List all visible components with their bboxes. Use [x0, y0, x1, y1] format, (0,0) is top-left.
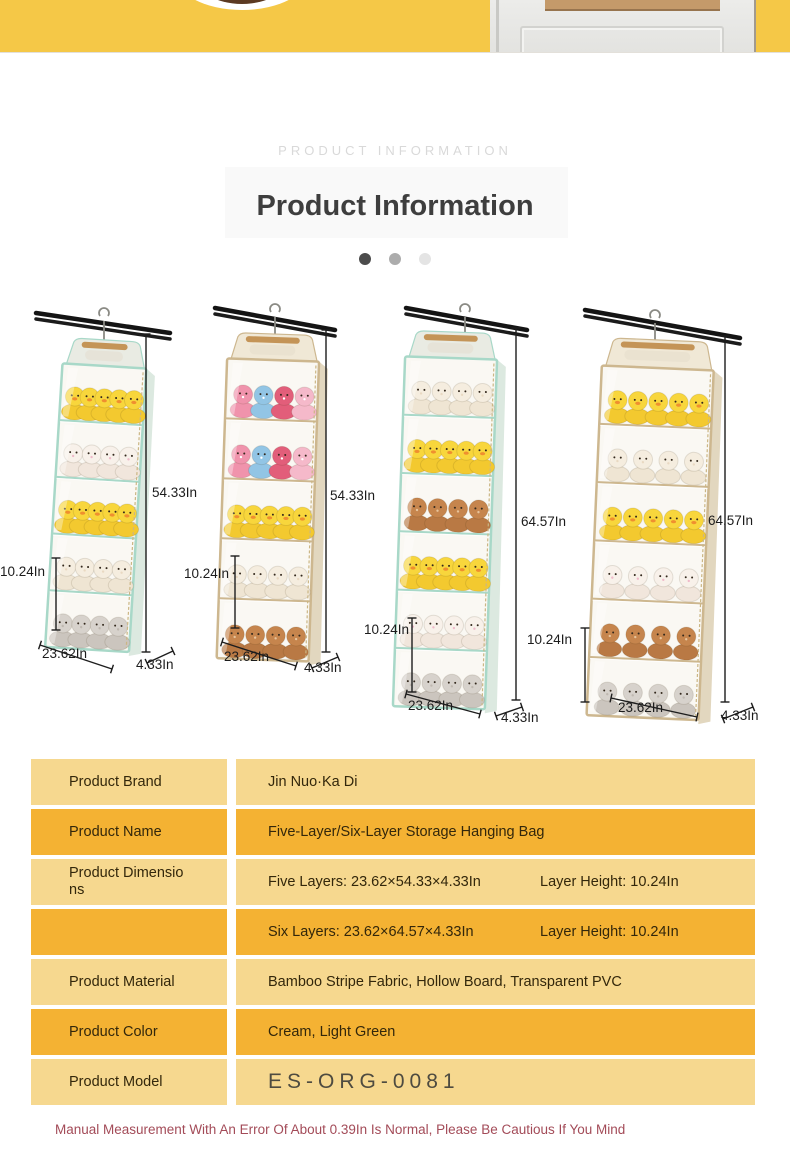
dimension-label-layer: 10.24In	[0, 564, 46, 579]
spec-label-name: Product Name	[31, 809, 227, 855]
spec-value-model: ES-ORG-0081	[236, 1059, 755, 1105]
dimension-label-layer: 10.24In	[364, 622, 410, 637]
page-title: Product Information	[256, 190, 534, 222]
dimension-label-depth: 4.33In	[304, 660, 342, 675]
dimension-label-width: 23.62In	[618, 700, 664, 715]
dimension-label-width: 23.62In	[224, 649, 270, 664]
dimension-label-width: 23.62In	[408, 698, 454, 713]
spec-value-layer-height: Layer Height: 10.24In	[540, 874, 679, 890]
dimension-label-layer: 10.24In	[184, 566, 230, 581]
section-eyebrow: PRODUCT INFORMATION	[278, 143, 512, 158]
spec-value-dimensions-six: Six Layers: 23.62×64.57×4.33In Layer Height: 10.24In	[236, 909, 755, 955]
dimension-label-depth: 4.33In	[721, 708, 759, 723]
spec-label-empty	[31, 909, 227, 955]
dimension-label-height: 54.33In	[152, 485, 198, 500]
dimension-label-height: 64.57In	[521, 514, 567, 529]
dimension-label-width: 23.62In	[42, 646, 88, 661]
spec-label-brand: Product Brand	[31, 759, 227, 805]
product-spec-table	[31, 759, 755, 1105]
product-figure-five-layer-cream	[180, 300, 390, 700]
dimension-label-height: 54.33In	[330, 488, 376, 503]
spec-value-brand: Jin Nuo·Ka Di	[236, 759, 755, 805]
spec-value-material: Bamboo Stripe Fabric, Hollow Board, Transparent PVC	[236, 959, 755, 1005]
spec-label-model: Product Model	[31, 1059, 227, 1105]
dimension-label-height: 64.57In	[708, 513, 754, 528]
spec-value-dimensions-five: Five Layers: 23.62×54.33×4.33In Layer Height: 10.24In	[236, 859, 755, 905]
dimension-label-depth: 4.33In	[136, 657, 174, 672]
dimension-label-layer: 10.24In	[527, 632, 573, 647]
spec-label-material: Product Material	[31, 959, 227, 1005]
dimension-label-depth: 4.33In	[501, 710, 539, 725]
spec-label-dimensions: Product Dimensions	[31, 859, 227, 905]
product-figure-six-layer-cream	[525, 300, 790, 735]
spec-label-color: Product Color	[31, 1009, 227, 1055]
measurement-note: Manual Measurement With An Error Of About 0.39In Is Normal, Please Be Cautious If You Mind	[55, 1122, 626, 1137]
spec-value-color: Cream, Light Green	[236, 1009, 755, 1055]
spec-value-layer-height: Layer Height: 10.24In	[540, 924, 679, 940]
spec-value-name: Five-Layer/Six-Layer Storage Hanging Bag	[236, 809, 755, 855]
